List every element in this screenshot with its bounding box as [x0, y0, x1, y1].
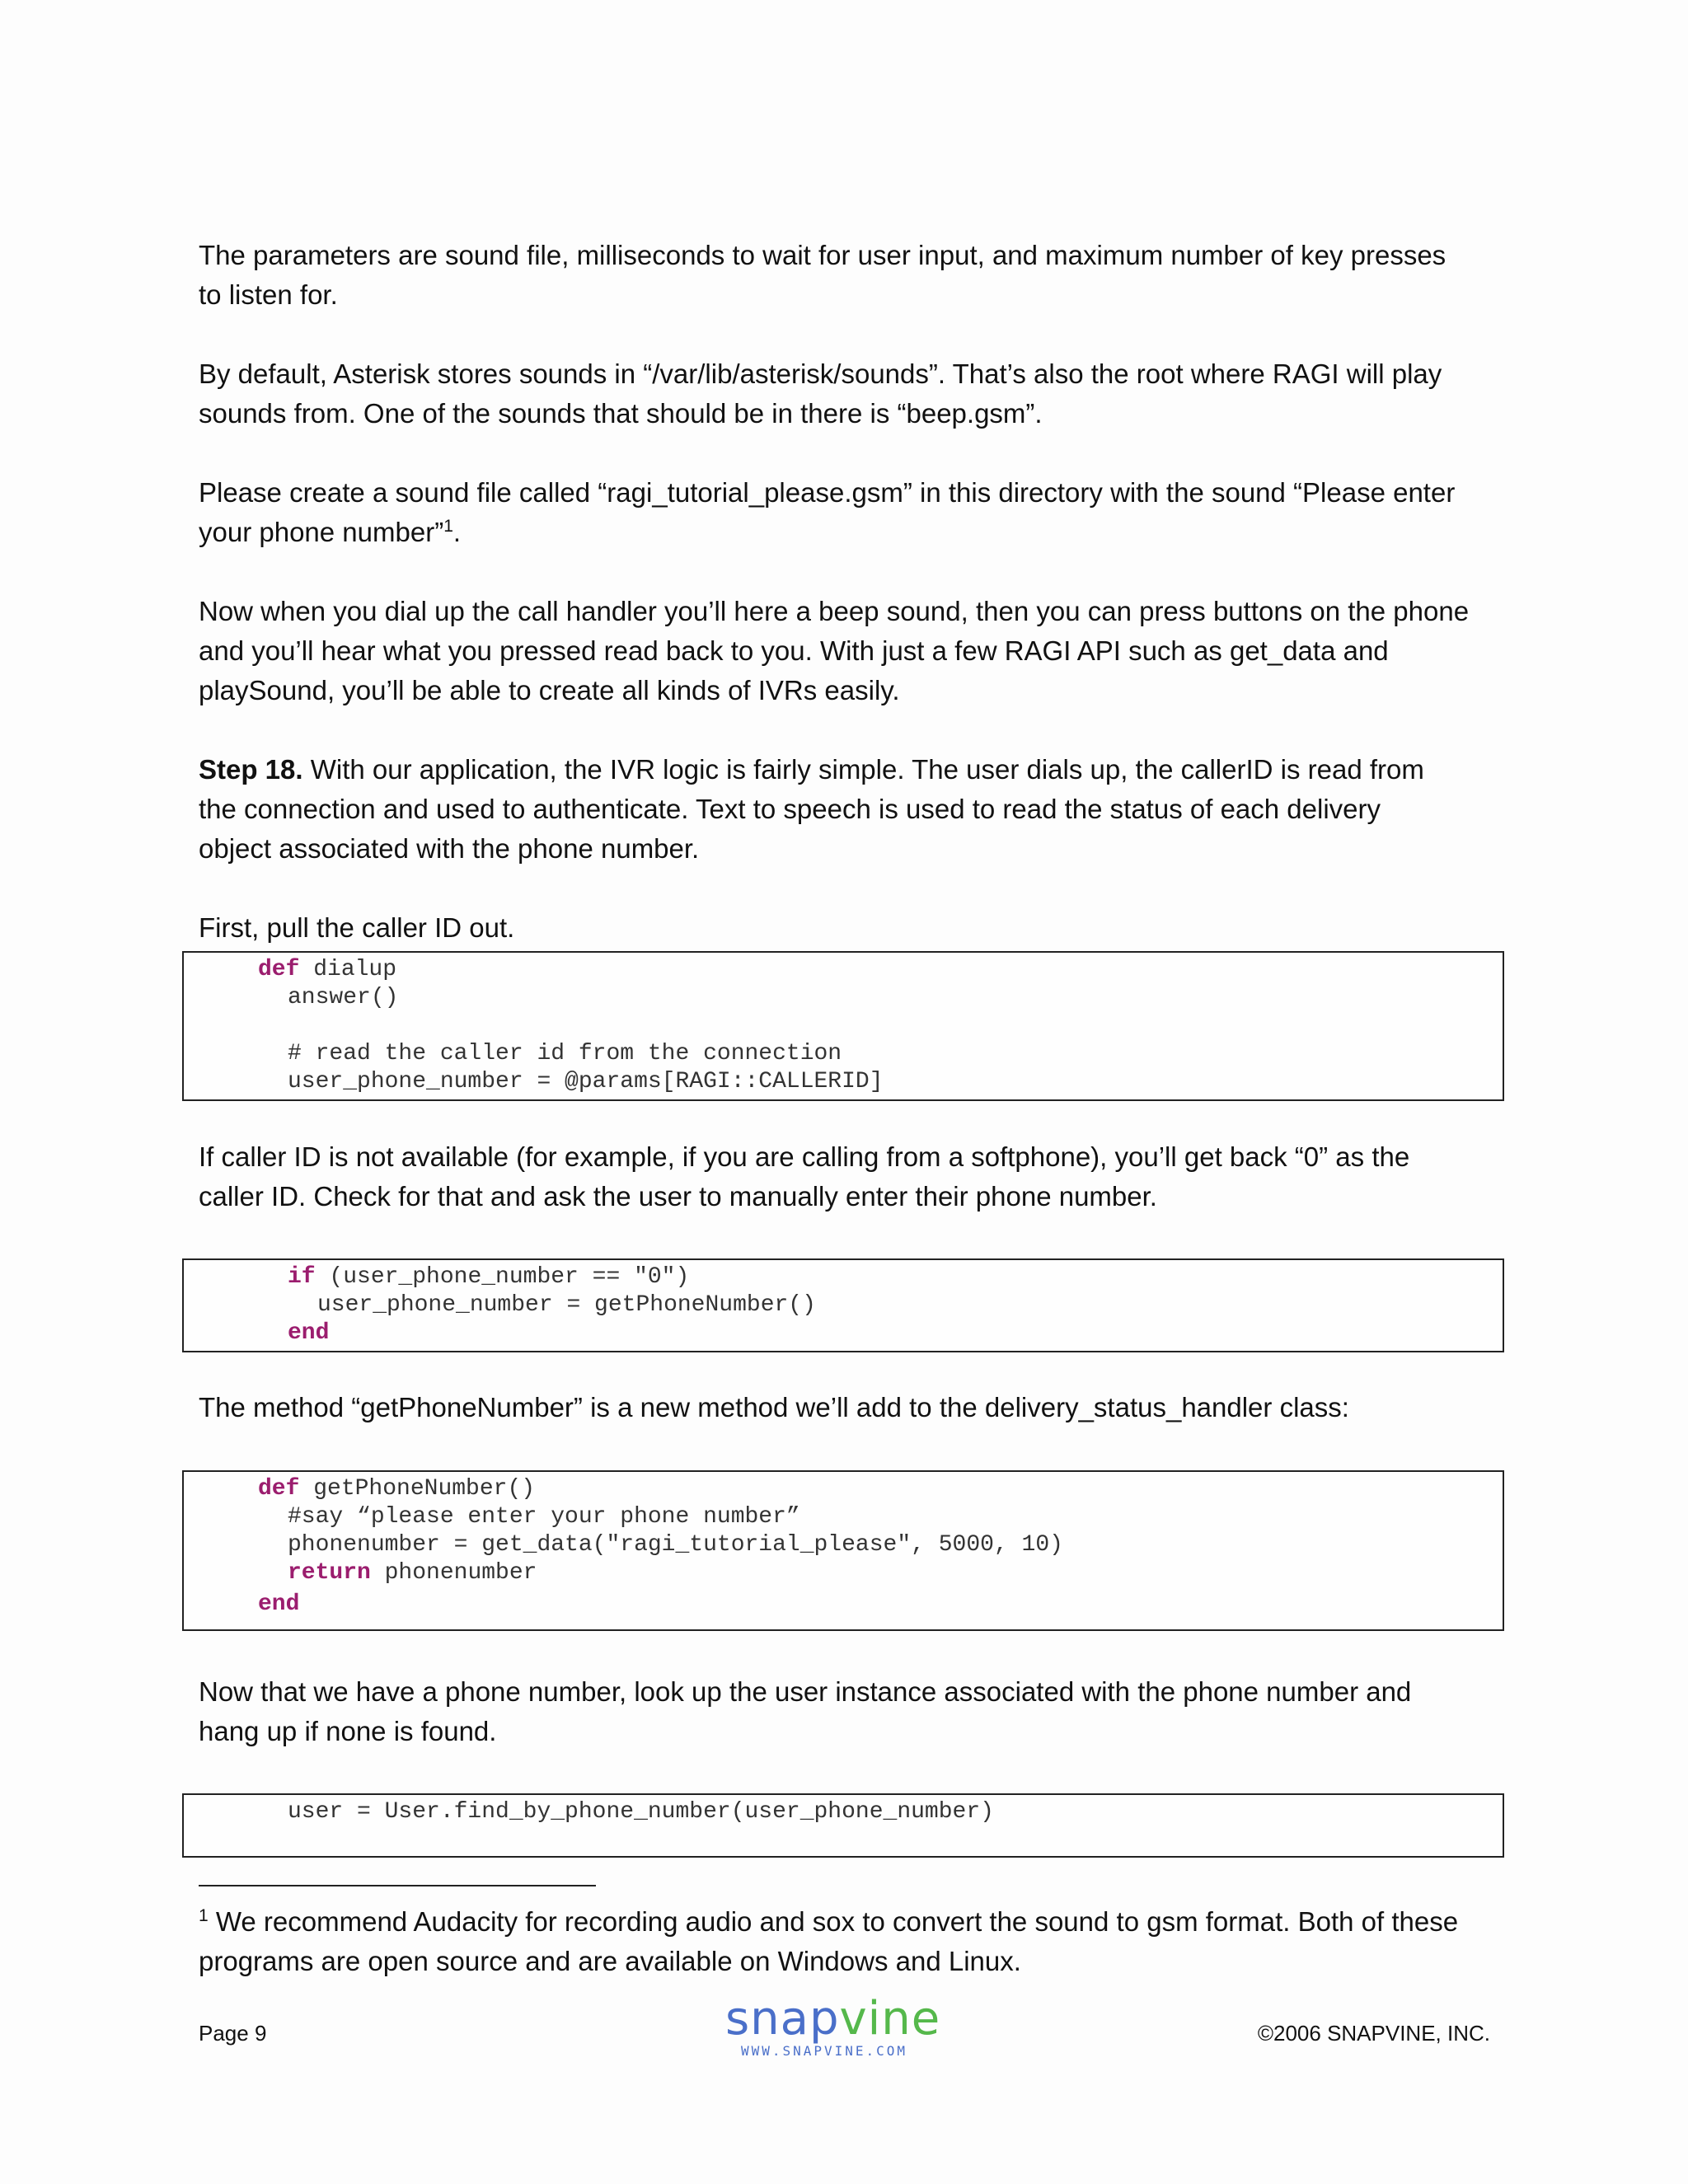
- code-line: user_phone_number = @params[RAGI::CALLERID]: [288, 1069, 884, 1094]
- code-block-get-phone-number: [182, 1470, 1504, 1631]
- code-line: [288, 1559, 537, 1587]
- logo-word-vine: vine: [839, 1992, 941, 2046]
- text-line: to listen for.: [199, 279, 338, 310]
- paragraph-dial-up: [199, 592, 1509, 710]
- code-block-dialup: [182, 951, 1504, 1101]
- code-line: user_phone_number = getPhoneNumber(): [317, 1292, 816, 1318]
- code-line: [258, 956, 396, 984]
- code-line: answer(): [288, 985, 399, 1010]
- text-line: programs are open source and are available on Windows and Linux.: [199, 1946, 1021, 1976]
- text-line: playSound, you’ll be able to create all kinds of IVRs easily.: [199, 675, 900, 705]
- text-line: By default, Asterisk stores sounds in “/var/lib/asterisk/sounds”. That’s also the root where RAGI will play: [199, 359, 1442, 389]
- footnote-separator: [199, 1885, 596, 1886]
- paragraph-pull-caller-id: [199, 908, 1509, 948]
- code-comment-line: # read the caller id from the connection: [288, 1041, 842, 1066]
- paragraph-lookup-user: [199, 1672, 1509, 1751]
- paragraph-get-phone-number-method: [199, 1388, 1509, 1427]
- code-comment-line: #say “please enter your phone number”: [288, 1504, 800, 1530]
- text-line: The parameters are sound file, milliseconds to wait for user input, and maximum number of key presses: [199, 240, 1447, 270]
- paragraph-caller-id-unavailable: [199, 1137, 1509, 1216]
- text-line: With our application, the IVR logic is fairly simple. The user dials up, the callerID is read from: [302, 754, 1424, 785]
- text-line: First, pull the caller ID out.: [199, 912, 515, 943]
- code-block-check-caller-id: [182, 1258, 1504, 1352]
- logo-wordmark: [725, 1992, 941, 2046]
- text-line: Now that we have a phone number, look up the user instance associated with the phone number and: [199, 1676, 1412, 1707]
- logo-url: WWW.SNAPVINE.COM: [740, 2043, 908, 2059]
- code-line: [258, 1591, 299, 1619]
- code-line: [288, 1263, 689, 1291]
- code-keyword: def: [258, 957, 300, 982]
- text-line: your phone number”: [199, 517, 444, 547]
- logo-word-snap: snap: [725, 1992, 840, 2046]
- code-keyword: if: [288, 1264, 316, 1290]
- text-line: Please create a sound file called “ragi_tutorial_please.gsm” in this directory with the sound “Please enter: [199, 477, 1456, 508]
- paragraph-step-18: [199, 750, 1509, 869]
- code-line: [258, 1475, 535, 1503]
- page-number: Page 9: [199, 2021, 267, 2046]
- code-keyword: end: [288, 1320, 330, 1346]
- text-line: The method “getPhoneNumber” is a new method we’ll add to the delivery_status_handler class:: [199, 1392, 1349, 1422]
- code-line: [288, 1319, 329, 1347]
- code-line: user = User.find_by_phone_number(user_phone_number): [288, 1799, 994, 1825]
- snapvine-logo: [725, 1992, 941, 2060]
- code-text: phonenumber: [370, 1560, 537, 1586]
- text-line: We recommend Audacity for recording audio and sox to convert the sound to gsm format. Both of these: [208, 1906, 1459, 1937]
- text-line: Now when you dial up the call handler you’ll here a beep sound, then you can press buttons on the phone: [199, 596, 1470, 626]
- code-text: dialup: [299, 957, 397, 982]
- step-label: Step 18.: [199, 754, 303, 785]
- text-line: the connection and used to authenticate. Text to speech is used to read the status of each delivery: [199, 794, 1381, 824]
- text-line: object associated with the phone number.: [199, 833, 700, 864]
- text-line: and you’ll hear what you pressed read back to you. With just a few RAGI API such as get_data and: [199, 635, 1389, 666]
- copyright: ©2006 SNAPVINE, INC.: [1257, 2021, 1490, 2046]
- code-keyword: def: [258, 1476, 300, 1502]
- paragraph-parameters: [199, 236, 1509, 315]
- footnote: [199, 1902, 1509, 1981]
- code-block-find-user: [182, 1793, 1504, 1858]
- code-keyword: end: [258, 1591, 300, 1617]
- text-line: If caller ID is not available (for example, if you are calling from a softphone), you’ll get back “0” as the: [199, 1141, 1410, 1172]
- text-line: hang up if none is found.: [199, 1716, 497, 1746]
- footnote-reference: 1: [443, 517, 453, 536]
- code-line: phonenumber = get_data("ragi_tutorial_please", 5000, 10): [288, 1532, 1063, 1558]
- paragraph-create-sound: Please create a sound file called “ragi_tutorial_please.gsm” in this directory with the sound “Please enter your phone number”$^1$.: [199, 477, 1456, 547]
- code-text: getPhoneNumber(): [299, 1476, 536, 1502]
- code-text: (user_phone_number == "0"): [315, 1264, 690, 1290]
- text-line: caller ID. Check for that and ask the user to manually enter their phone number.: [199, 1181, 1157, 1212]
- footnote-marker: 1: [199, 1906, 209, 1925]
- code-keyword: return: [288, 1560, 371, 1586]
- text-line: sounds from. One of the sounds that should be in there is “beep.gsm”.: [199, 398, 1043, 429]
- paragraph-default-sounds: [199, 354, 1509, 434]
